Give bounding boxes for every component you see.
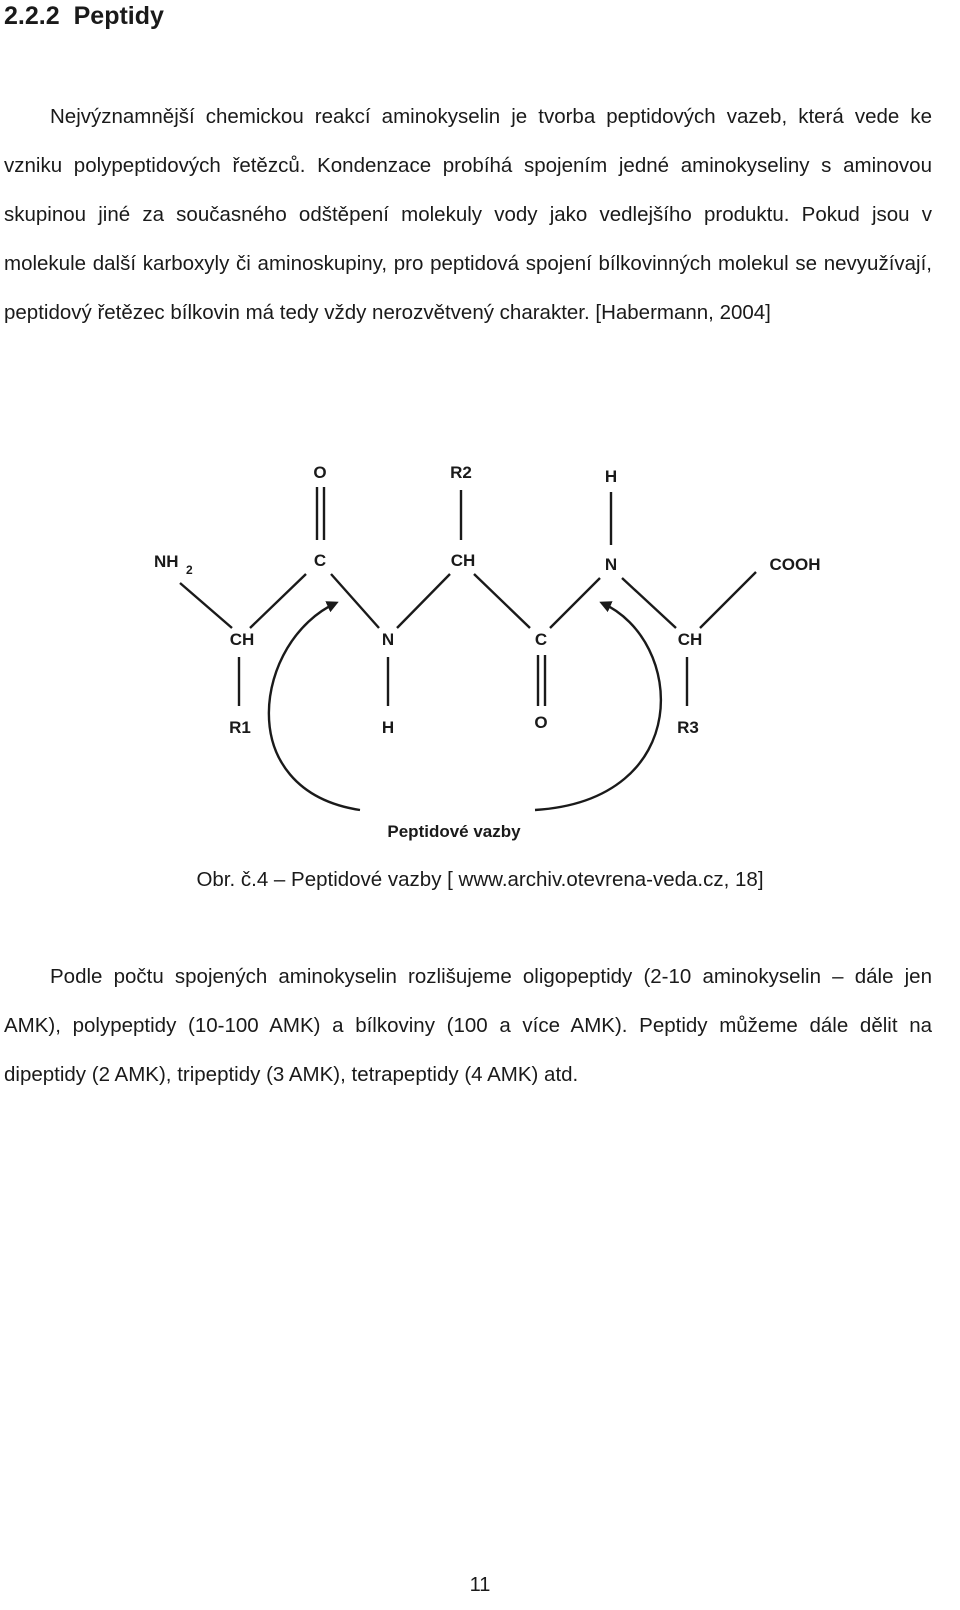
bond-ch-c-bottom: [474, 574, 530, 628]
atom-c-top: C: [313, 551, 327, 570]
arrow-label: Peptidové vazby: [387, 822, 521, 841]
bond-c-n: [331, 574, 379, 628]
atom-r3: R3: [677, 718, 699, 737]
atom-ch-right: CH: [677, 630, 703, 649]
atom-ch-left: CH: [229, 630, 255, 649]
atom-n-top: N: [604, 555, 618, 574]
atom-r2: R2: [450, 463, 472, 482]
section-title: Peptidy: [73, 2, 164, 30]
bond-lines: [180, 487, 756, 706]
section-number: 2.2.2: [4, 2, 60, 30]
arrow-right: [535, 603, 661, 810]
bond-n-ch-right: [622, 578, 676, 628]
bond-c-n-top: [550, 578, 600, 628]
atom-cooh: COOH: [769, 555, 821, 574]
section-heading: [4, 0, 164, 32]
bond-ch-cooh: [700, 572, 756, 628]
arrow-left: [269, 603, 360, 810]
figure-caption: Obr. č.4 – Peptidové vazby [ www.archiv.otevrena-veda.cz, 18]: [196, 868, 764, 891]
atom-h-bottom: H: [381, 718, 395, 737]
atom-c-bottom: C: [534, 630, 548, 649]
atom-r1: R1: [229, 718, 251, 737]
bond-n-ch: [397, 574, 450, 628]
atom-h-top: H: [604, 467, 618, 486]
atom-o-top: O: [313, 463, 327, 482]
bond-ch-c: [250, 574, 306, 628]
atom-n-bottom: N: [381, 630, 395, 649]
page-number: 11: [469, 1574, 491, 1596]
paragraph-peptide-bonds: Nejvýznamnější chemickou reakcí aminokyselin je tvorba peptidových vazeb, která vede ke vzniku polypeptidových řetězců. Kondenzace probíhá spojením jedné aminokyseliny s aminovou skupinou jiné za současného odštěpení molekuly vody jako vedlejšího produktu. Pokud jsou v molekule další karboxyly či aminoskupiny, pro peptidová spojení bílkovinných molekul se nevyužívají, peptidový řetězec bílkovin má tedy vždy nerozvětvený charakter. [Habermann, 2004]: [4, 105, 932, 324]
bond-nh2-ch: [180, 583, 232, 628]
atom-o-bottom: O: [534, 713, 548, 732]
paragraph-peptide-classification: Podle počtu spojených aminokyselin rozlišujeme oligopeptidy (2-10 aminokyselin – dále jen AMK), polypeptidy (10-100 AMK) a bílkoviny (100 a více AMK). Peptidy můžeme dále dělit na dipeptidy (2 AMK), tripeptidy (3 AMK), tetrapeptidy (4 AMK) atd.: [4, 965, 932, 1086]
atom-ch-top: CH: [450, 551, 476, 570]
peptide-bond-diagram: [0, 440, 960, 850]
atom-nh: NH: [154, 552, 179, 571]
atom-nh-subscript: 2: [186, 563, 193, 577]
